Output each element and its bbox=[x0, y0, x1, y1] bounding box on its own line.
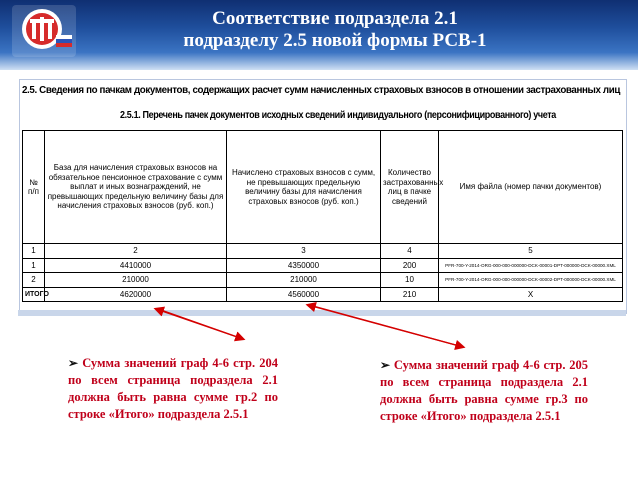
slide-header bbox=[0, 0, 638, 70]
cell-accrued: 210000 bbox=[227, 273, 381, 288]
col-header-file: Имя файла (номер пачки документов) bbox=[439, 131, 623, 244]
bullet-arrow-icon: ➢ bbox=[380, 358, 391, 372]
packs-table bbox=[22, 130, 623, 302]
col-number: 3 bbox=[227, 244, 381, 259]
col-header-base: База для начисления страховых взносов на обязательное пенсионное страхование с сумм выплат и иных вознаграждений, не превышающих предельную величину базы для начисления страховых взносов (руб. коп.) bbox=[45, 131, 227, 244]
col-header-count: Количество застрахованных лиц в пачке сведений bbox=[381, 131, 439, 244]
col-number: 5 bbox=[439, 244, 623, 259]
note-left-text: Сумма значений граф 4-6 стр. 204 по всем страница подраздела 2.1 должна быть равна сумме гр.2 по строке «Итого» подраздела 2.5.1 bbox=[68, 356, 279, 421]
table-row bbox=[23, 258, 623, 273]
column-number-row bbox=[23, 244, 623, 259]
col-number: 1 bbox=[23, 244, 45, 259]
col-header-number: № п/п bbox=[23, 131, 45, 244]
note-left bbox=[68, 355, 278, 423]
table-header-row bbox=[23, 131, 623, 244]
cell-number: 2 bbox=[23, 273, 45, 288]
cell-accrued: 4350000 bbox=[227, 258, 381, 273]
note-right bbox=[380, 357, 588, 425]
cell-base: 210000 bbox=[45, 273, 227, 288]
cell-total-count: 210 bbox=[381, 287, 439, 302]
cell-total-base: 4620000 bbox=[45, 287, 227, 302]
cell-total-accrued: 4560000 bbox=[227, 287, 381, 302]
cell-base: 4410000 bbox=[45, 258, 227, 273]
cell-count: 10 bbox=[381, 273, 439, 288]
note-right-text: Сумма значений граф 4-6 стр. 205 по всем страница подраздела 2.1 должна быть равна сумме гр.3 по строке «Итого» подраздела 2.5.1 bbox=[380, 358, 589, 423]
bullet-arrow-icon: ➢ bbox=[68, 356, 79, 370]
col-number: 2 bbox=[45, 244, 227, 259]
cell-count: 200 bbox=[381, 258, 439, 273]
table-row bbox=[23, 273, 623, 288]
cell-number: 1 bbox=[23, 258, 45, 273]
cell-file: PFR-700-Y-2014-ORG-000-000-000000-DCK-00002-DPT-000000-DCK-00000.XML bbox=[439, 273, 623, 288]
table-subheading: 2.5.1. Перечень пачек документов исходных сведений индивидуального (персонифицированного) учета bbox=[120, 110, 556, 121]
divider-band bbox=[18, 310, 626, 316]
table-heading: 2.5. Сведения по пачкам документов, содержащих расчет сумм начисленных страховых взносов в отношении застрахованных лиц bbox=[22, 84, 621, 96]
cell-total-file: X bbox=[439, 287, 623, 302]
cell-total-label: ИТОГО bbox=[23, 287, 45, 302]
total-row bbox=[23, 287, 623, 302]
slide-title-line1: Соответствие подраздела 2.1 bbox=[212, 8, 458, 29]
pfr-logo-icon bbox=[12, 5, 76, 57]
slide-title-line2: подразделу 2.5 новой формы РСВ-1 bbox=[183, 30, 487, 51]
col-number: 4 bbox=[381, 244, 439, 259]
cell-file: PFR-700-Y-2014-ORG-000-000-000000-DCK-00001-DPT-000000-DCK-00000.XML bbox=[439, 258, 623, 273]
col-header-accrued: Начислено страховых взносов с сумм, не превышающих предельную величину базы для начисления страховых взносов (руб. коп.) bbox=[227, 131, 381, 244]
